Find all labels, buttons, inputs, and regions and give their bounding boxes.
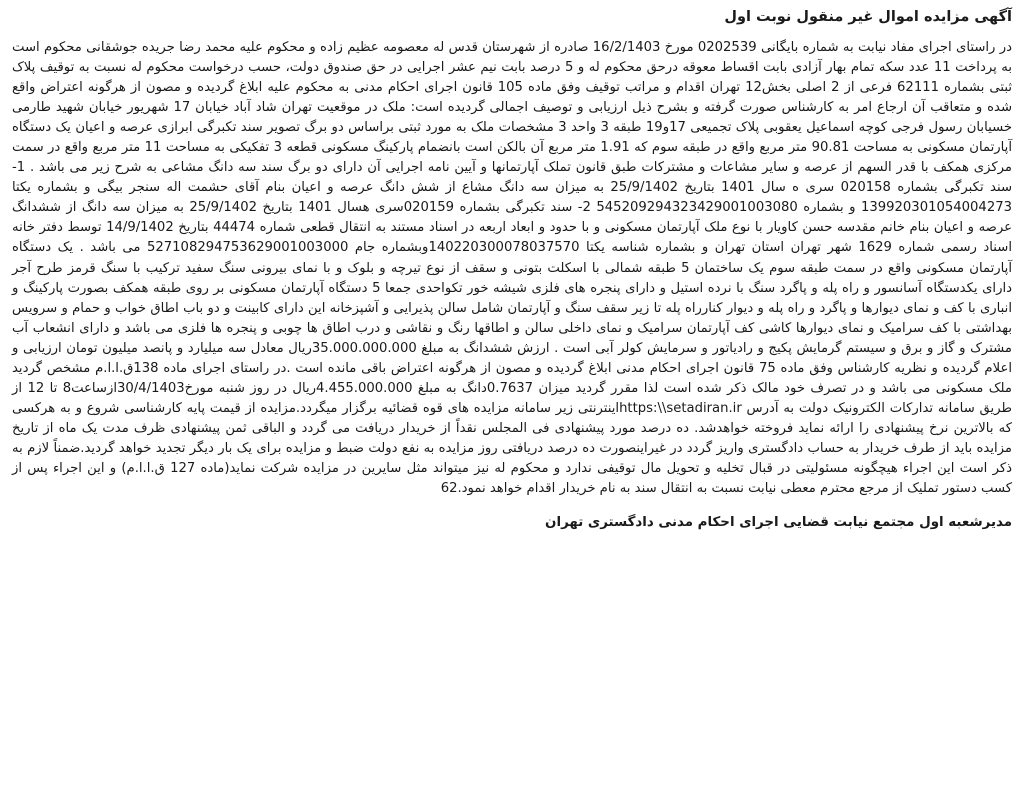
notice-signature: مدیرشعبه اول مجتمع نیابت قضایی اجرای احکام مدنی دادگستری تهران	[545, 515, 1012, 531]
auction-notice	[12, 6, 1012, 533]
notice-title: آگهی مزایده اموال غیر منقول نوبت اول	[724, 9, 1012, 25]
notice-body: در راستای اجرای مفاد نیابت به شماره بایگانی 0202539 مورخ 16/2/1403 صادره از شهرستان قدس له معصومه عظیم زاده و محکوم علیه محمد رضا جریده جوشقانی محکوم است به پرداخت 11 عدد سکه تمام بهار آزادی بابت اقساط معوقه درحق محکوم له و 5 درصد بابت نیم عشر اجرایی در حق صندوق دولت، حسب درخواست محکوم له نسبت به توقیف پلاک ثبتی بشماره 62111 فرعی از 2 اصلی بخش12 تهران اقدام و مراتب توقیف وفق ماده 105 قانون اجرای احکام مدنی به محکوم علیه ابلاغ گردیده و مصون از هرگونه اعتراض واقع شده و متعاقب آن ارجاع امر به کارشناس صورت گرفته و بشرح ذیل ارزیابی و توصیف اجمالی گردیده است: ملک در موقعیت تهران شاد آباد خیابان 17 شهریور خیابان شهید طارمی خسیابان رسول فرجی کوچه اسماعیل یعقوبی پلاک تجمیعی 17و19 طبقه 3 واحد 3 مشخصات ملک به مورد ثبتی براساس دو برگ تصویر سند تکبرگی ابرازی عرصه و اعیان یک دستگاه آپارتمان مسکونی به مساحت 90.81 متر مربع واقع در طبقه سوم که 1.91 متر مربع آن بالکن است بانضمام پارکینگ مسکونی قطعه 3 تفکیکی به مساحت 11 متر مربع واقع در سمت مرکزی همکف با قدر السهم از عرصه و سایر مشاعات و مشترکات طبق قانون تملک آپارتمانها و آیین نامه اجرایی آن دارای دو برگ سند سه دانگ مشاعی به شرح زیر می باشد . 1- سند تکبرگی بشماره 020158 سری ه سال 1401 بتاریخ 25/9/1402 به میزان سه دانگ مشاع از شش دانگ عرصه و اعیان بنام آقای حشمت اله سنجر بیگی و بشماره یکتا 139920301054004273 و بشماره 545209294323429001003080 2- سند تکبرگی بشماره 020159سری هسال 1401 بتاریخ 25/9/1402 به میزان سه دانگ از ششدانگ عرصه و اعیان بنام خانم مقدسه حسن کاویار با نوع ملک آپارتمان مسکونی و با حدود و ابعاد اربعه در اسناد مستند به انتقال قطعی شماره 44474 بتاریخ 14/9/1402 توسط دفتر خانه اسناد رسمی شماره 1629 شهر تهران استان تهران و بشماره شناسه یکتا 140220300078037570وبشماره جام 527108294753629001003000 می باشد . یک دستگاه آپارتمان مسکونی واقع در سمت طبقه سوم یک ساختمان 5 طبقه شمالی با اسکلت بتونی و سقف از نوع تیرچه و بلوک و با نمای بیرونی سنگ سفید ترکیب با سنگ قرمز طرح آجر دارای یکدستگاه آسانسور و راه پله و پاگرد سنگ با نرده استیل و دارای پنجره های فلزی شیشه خور تکواحدی جمعا 5 دستگاه آپارتمان مسکونی بر روی طبقه همکف بصورت پارکینگ و انباری با کف و نمای دیوارها و پاگرد و راه پله و دیوار کنارراه پله تا زیر سقف سنگ و آپارتمان شامل سالن پذیرایی و آشپزخانه این دارای کابینت و دو باب اطاق خواب و حمام و سرویس بهداشتی با کف سرامیک و نمای دیوارها کاشی کف آپارتمان سرامیک و نمای داخلی سالن و اطاقها رنگ و نقاشی و درب اطاق ها چوبی و پنجره ها فلزی می باشد و دارای انشعاب آب مشترک و گاز و برق و سیستم گرمایش پکیج و رادیاتور و سرمایش کولر آبی است . ارزش ششدانگ به مبلغ 35.000.000.000ریال معادل سه میلیارد و پانصد میلیون تومان ارزیابی و اعلام گردیده و نظریه کارشناس وفق ماده 75 قانون اجرای احکام مدنی ابلاغ گردیده و مصون از هرگونه اعتراض باقی مانده است .در راستای اجرای ماده 138ق.ا.ا.م مشخص گردید ملک مسکونی می باشد و در تصرف خود مالک ذکر شده است لذا مقرر گردید میزان 0.7637دانگ به مبلغ 4.455.000.000ریال در روز شنبه مورخ30/4/1403ازساعت8 تا 12 از طریق سامانه تدارکات الکترونیک دولت به آدرس https:\\setadiran.irاینترنتی زیر سامانه مزایده های قوه قضائیه برگزار میگردد.مزایده از قیمت پایه کارشناسی شروع و به هرکسی که بالاترین نرخ پیشنهادی را ارائه نماید فروخته خواهدشد. ده درصد مورد پیشنهادی فی المجلس نقداً از خریدار دریافت می گردد و الباقی ثمن پیشنهادی ظرف مدت یک ماه از تاریخ مزایده باید از طرف خریدار به حساب دادگستری واریز گردد در غیراینصورت ده درصد دریافتی روز مزایده به نفع دولت ضبط و مزایده برای یک بار دیگر تجدید خواهد گردید.ضمناً لازم به ذکر است این اجراء هیچگونه مسئولیتی در قبال تخلیه و تحویل مال توقیفی ندارد و محکوم له نیز میتواند مثل سایرین در مزایده شرکت نماید(ماده 127 ق.ا.ا.م) و این اجراء پس از کسب دستور تملیک از مرجع محترم معطی نیابت نسبت به انتقال سند به نام خریدار اقدام خواهد نمود.62	[12, 40, 1013, 497]
